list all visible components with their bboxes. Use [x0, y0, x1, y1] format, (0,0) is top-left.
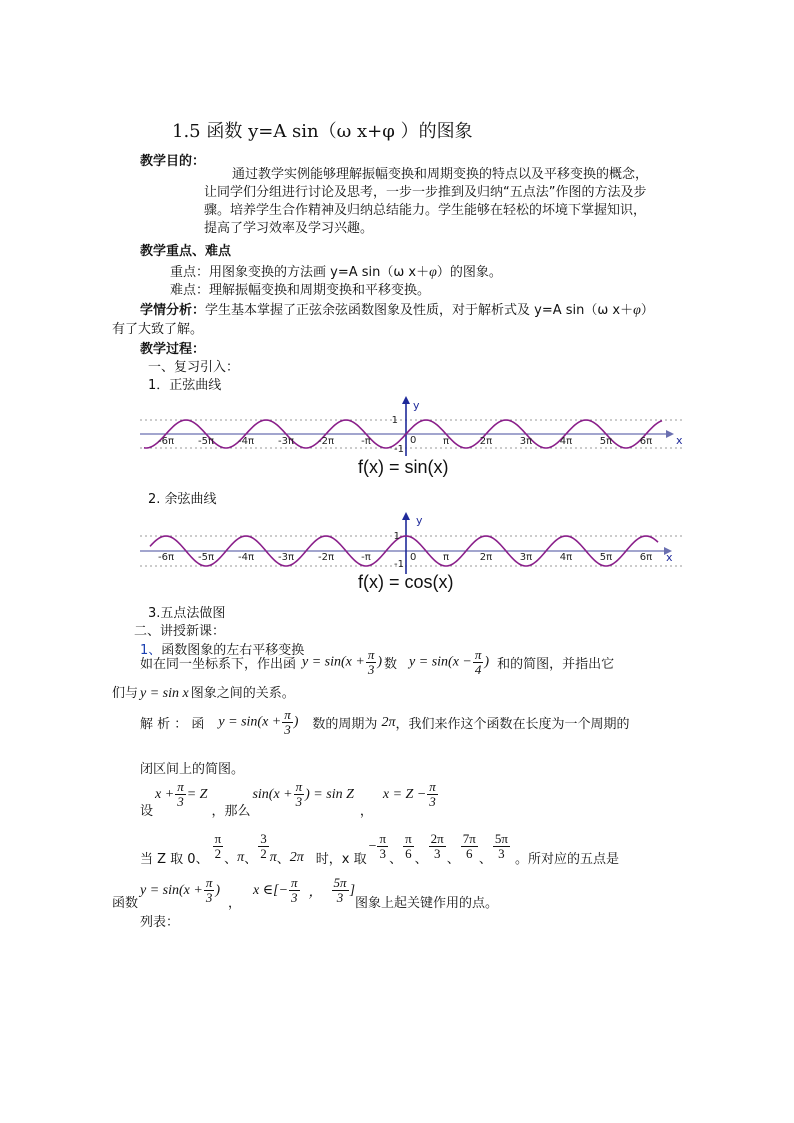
cosine-tick-neg-6: -6π — [158, 552, 174, 563]
cosine-tick-neg-4: -4π — [238, 552, 254, 563]
cosine-tick-neg-2: -2π — [318, 552, 334, 563]
fraction-num: π — [284, 707, 291, 722]
cosine-tick-neg-5: -5π — [198, 552, 214, 563]
formula-sin-plus-3 — [140, 876, 220, 905]
formula-close: ) — [293, 714, 299, 730]
formula-sin-minus-lhs: y = sin(x − — [409, 654, 472, 670]
fraction-pi-over-3 — [427, 780, 438, 809]
fraction-2pi-over-3 — [429, 832, 446, 861]
fraction-den: 3 — [498, 846, 505, 861]
separator: 、 — [224, 852, 238, 867]
cosine-tick-neg-3: -3π — [278, 552, 294, 563]
fraction-num: π — [429, 779, 436, 794]
body-line-4: 闭区间上的简图。 — [140, 762, 245, 777]
formula-sin-eq — [252, 780, 353, 809]
fraction-pi-over-3 — [289, 876, 300, 905]
formula-x-eq — [383, 780, 439, 809]
fraction-den: 3 — [379, 846, 387, 861]
fraction-num: 3 — [260, 831, 267, 846]
sine-tick-pos-2: 2π — [479, 436, 493, 447]
analysis-heading: 学情分析： — [140, 303, 206, 318]
cosine-tick-pos-3: 3π — [519, 552, 533, 563]
item-cosine-curve: 2. 余弦曲线 — [148, 492, 217, 507]
section-2-title: 二、讲授新课： — [134, 624, 226, 639]
page-title: 1.5 函数 y=A sin（ω x+φ ）的图象 — [172, 121, 473, 142]
cosine-origin-label: 0 — [410, 552, 417, 563]
fraction-pi-over-3 — [175, 780, 186, 809]
interval-start: x ∈[− — [253, 883, 289, 898]
fraction-den: 4 — [474, 662, 482, 677]
body-line-5 — [140, 780, 439, 817]
formula-x-eq-lhs: x = Z − — [382, 786, 427, 802]
section-1-title: 一、复习引入： — [148, 360, 240, 375]
objective-line-2: 让同学们分组进行讨论及思考，一步一步推到及归纳“五点法”作图的方法及步 — [204, 185, 647, 200]
cosine-tick-pos-4: 4π — [559, 552, 573, 563]
fraction-num: π — [474, 647, 482, 662]
fraction-pi-over-3 — [377, 832, 388, 861]
objective-heading: 教学目的： — [140, 154, 206, 169]
fraction-den: 6 — [405, 846, 412, 861]
fraction-num: π — [205, 875, 213, 890]
sine-tick-pos-3: 3π — [519, 436, 533, 447]
item-five-point: 3.五点法做图 — [148, 606, 226, 621]
fraction-pi-over-4 — [473, 648, 484, 677]
cosine-y-arrow-icon — [402, 512, 410, 520]
fraction-den: 3 — [367, 662, 375, 677]
analysis-text-1-end: ） — [640, 303, 654, 318]
body-text-1e: 图象之间的关系。 — [190, 686, 295, 701]
sine-tick-pos-4: 4π — [559, 436, 573, 447]
fraction-num: π — [295, 779, 303, 794]
item-sine-curve: 1．正弦曲线 — [148, 378, 222, 393]
body-text-4b: 时，x 取 — [315, 852, 367, 867]
fraction-den: 3 — [295, 794, 303, 809]
fraction-num: π — [405, 831, 412, 846]
body-line-1 — [140, 648, 614, 677]
objective-line-4: 提高了学习效率及学习兴趣。 — [204, 221, 374, 236]
analysis-phi: φ — [633, 303, 641, 318]
body-text-3b: ，那么 — [211, 804, 251, 819]
sine-caption: f(x) = sin(x) — [358, 457, 449, 477]
fraction-5pi-over-3 — [332, 876, 349, 905]
body-line-7 — [112, 870, 498, 911]
neg-sign: − — [368, 838, 377, 854]
cosine-y-tick-1: 1 — [393, 531, 400, 542]
fraction-num: π — [177, 779, 184, 794]
value-pi: π — [237, 849, 245, 865]
fraction-pi-over-3 — [294, 780, 305, 809]
cosine-tick-pos-5: 5π — [599, 552, 613, 563]
cosine-x-label: x — [666, 551, 673, 564]
fraction-den: 3 — [205, 890, 213, 905]
fraction-pi-over-3 — [204, 876, 215, 905]
body-line-8: 列表： — [140, 915, 180, 930]
focus-phi: φ — [429, 265, 437, 280]
formula-close: ) — [484, 654, 490, 670]
fraction-5pi-over-3 — [493, 832, 510, 861]
formula-lhs: y = sin(x + — [218, 714, 282, 730]
analysis-line-1 — [140, 299, 654, 319]
separator: 、 — [478, 852, 492, 867]
fraction-3-over-2 — [258, 832, 269, 861]
difficulty-line — [170, 279, 430, 298]
analysis-text-1: 学生基本掌握了正弦余弦函数图象及性质，对于解析式及 y=A sin（ω x＋ — [205, 303, 634, 318]
sine-y-tick-neg1: -1 — [394, 444, 404, 455]
difficulty-label: 难点： — [170, 283, 210, 298]
sine-x-arrow-icon — [666, 430, 674, 438]
body-line-3 — [140, 708, 629, 737]
sine-tick-pos-5: 5π — [599, 436, 613, 447]
objective-line-1: 通过教学实例能够理解振幅变换和周期变换的特点以及平移变换的概念， — [232, 167, 649, 182]
fraction-num: π — [291, 875, 298, 890]
sine-y-label: y — [413, 399, 420, 412]
formula-sin-plus — [302, 648, 382, 677]
cosine-tick-pos-6: 6π — [639, 552, 653, 563]
formula-sin-plus-lhs: y = sin(x + — [302, 654, 365, 670]
fraction-den: 2 — [214, 846, 222, 861]
value-2pi: 2π — [289, 849, 304, 865]
body-text-1a: 如在同一坐标系下，作出函 — [140, 657, 297, 672]
fraction-num: 5π — [333, 875, 347, 890]
body-text-5b: ， — [228, 896, 242, 911]
fraction-num: π — [379, 831, 387, 846]
cosine-tick-pos-1: π — [442, 552, 450, 563]
subsection-1-number: 1、 — [140, 643, 162, 658]
formula-close: ) — [215, 882, 221, 898]
process-heading: 教学过程： — [140, 342, 206, 357]
focus-label: 重点： — [170, 265, 210, 280]
sine-tick-pos-6: 6π — [639, 436, 653, 447]
fraction-pi-over-2 — [213, 832, 224, 861]
body-text-4a: 当 Z 取 0、 — [140, 852, 209, 867]
separator: 、 — [244, 852, 258, 867]
fraction-num: π — [367, 647, 375, 662]
objective-line-3: 骤。培养学生合作精神及归纳总结能力。学生能够在轻松的坏境下掌握知识， — [204, 203, 647, 218]
cosine-tick-neg-1: -π — [361, 552, 371, 563]
body-line-6 — [140, 826, 619, 867]
formula-sin-minus — [409, 648, 489, 677]
body-text-2a: 解 析 ： 函 — [140, 717, 205, 732]
difficulty-text: 理解振幅变换和周期变换和平移变换。 — [209, 283, 431, 298]
sine-tick-neg-1: -π — [361, 436, 371, 447]
fraction-num: 2π — [430, 831, 444, 846]
sine-origin-label: 0 — [410, 435, 417, 446]
body-text-3a: 设 — [140, 804, 154, 819]
body-text-1c: 和的简图，并指出它 — [497, 657, 615, 672]
fraction-den: 3 — [177, 794, 184, 809]
formula-sin-plus-2 — [218, 708, 298, 737]
formula-2pi: 2π — [381, 714, 396, 730]
interval-sep: ， — [308, 884, 323, 900]
keypoints-heading: 教学重点、难点 — [140, 244, 232, 259]
fraction-pi-over-6 — [403, 832, 414, 861]
formula-substitution — [155, 780, 207, 809]
objective-text — [204, 166, 648, 238]
sine-tick-neg-6: -6π — [158, 436, 174, 447]
cosine-tick-pos-2: 2π — [479, 552, 493, 563]
separator: 、 — [389, 852, 403, 867]
fraction-pi-over-3 — [366, 648, 377, 677]
separator: 、 — [446, 852, 460, 867]
cosine-caption: f(x) = cos(x) — [358, 572, 454, 592]
formula-x-plus: x + — [155, 786, 175, 802]
body-text-5a: 函数 — [112, 896, 139, 911]
body-text-2b: 数的周期为 — [312, 717, 378, 732]
formula-eq-sinz: ) = sin Z — [305, 786, 354, 802]
fraction-num: 7π — [462, 831, 476, 846]
fraction-7pi-over-6 — [461, 832, 478, 861]
interval-end: ] — [349, 882, 356, 898]
fraction-den: 2 — [260, 846, 267, 861]
fraction-den: 3 — [291, 890, 298, 905]
focus-end: ）的图象。 — [436, 265, 502, 280]
sine-tick-neg-4: -4π — [238, 436, 254, 447]
formula-eq-z: = Z — [186, 786, 208, 802]
sine-y-arrow-icon — [402, 396, 410, 404]
fraction-den: 3 — [433, 846, 441, 861]
body-line-2 — [112, 682, 295, 702]
formula-y-sinx: y = sin x — [140, 686, 189, 701]
formula-interval — [253, 876, 355, 905]
focus-line — [170, 261, 502, 281]
sine-tick-neg-5: -5π — [198, 436, 214, 447]
sine-x-label: x — [676, 434, 683, 447]
sine-tick-neg-3: -3π — [278, 436, 294, 447]
cosine-y-label: y — [416, 514, 423, 527]
sine-y-tick-1: 1 — [391, 415, 398, 426]
separator: 、 — [414, 852, 428, 867]
body-text-3c: ， — [359, 804, 373, 819]
fraction-pi-over-3 — [282, 708, 293, 737]
separator: 、 — [276, 852, 290, 867]
fraction-den: 3 — [336, 890, 344, 905]
body-text-2c: ，我们来作这个函数在长度为一个周期的 — [395, 717, 630, 732]
body-text-4c: 。所对应的五点是 — [514, 852, 619, 867]
cosine-ticks — [158, 552, 652, 563]
formula-close: ) — [377, 654, 383, 670]
body-text-5c: 图象上起关键作用的点。 — [355, 896, 499, 911]
fraction-num: π — [214, 831, 222, 846]
body-text-1d: 们与 — [112, 686, 139, 701]
formula-lhs: y = sin(x + — [140, 882, 203, 898]
fraction-den: 6 — [466, 846, 473, 861]
sine-ticks — [158, 436, 652, 447]
focus-text: 用图象变换的方法画 y=A sin（ω x＋ — [209, 265, 430, 280]
subsection-1-text: 函数图象的左右平移变换 — [161, 643, 305, 658]
cosine-y-tick-neg1: -1 — [394, 559, 404, 570]
value-pi: π — [269, 849, 277, 865]
formula-sin-part: sin(x + — [252, 786, 293, 802]
fraction-den: 3 — [429, 794, 436, 809]
fraction-den: 3 — [284, 722, 291, 737]
analysis-line-2: 有了大致了解。 — [112, 322, 204, 337]
body-text-1b: 数 — [384, 657, 398, 672]
sine-tick-neg-2: -2π — [318, 436, 334, 447]
fraction-num: 5π — [494, 831, 508, 846]
sine-tick-pos-1: π — [442, 436, 450, 447]
